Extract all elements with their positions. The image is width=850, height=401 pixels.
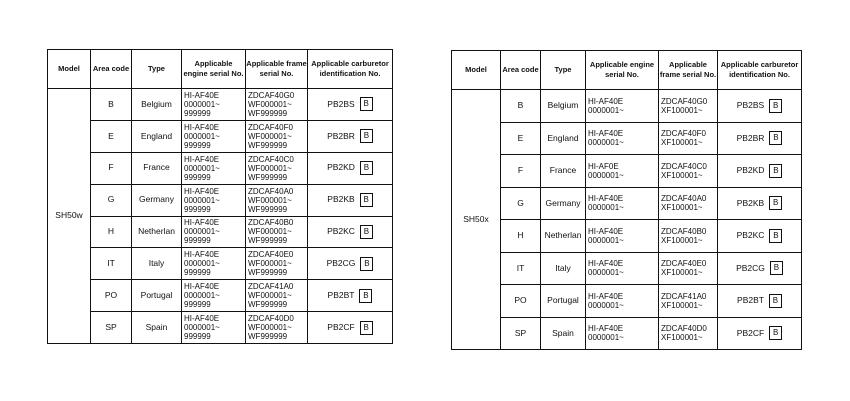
type-cell: Germany <box>132 184 182 216</box>
carb-id-cell <box>308 248 393 280</box>
carb-id-cell <box>308 120 393 152</box>
type-cell: Italy <box>132 248 182 280</box>
type-cell: Germany <box>541 187 586 220</box>
frame-serial-cell: ZDCAF40D0 XF100001~ <box>659 317 718 350</box>
type-cell: Italy <box>541 252 586 285</box>
engine-serial-cell: HI-AF40E 0000001~ <box>586 220 659 253</box>
table-sh50x <box>451 50 802 350</box>
engine-serial-cell: HI-AF40E 0000001~ <box>586 90 659 123</box>
carb-id-badge: B <box>769 326 782 340</box>
table-row <box>452 122 802 155</box>
engine-serial-cell: HI-AF40E 0000001~ <box>586 187 659 220</box>
carb-id-cell <box>308 152 393 184</box>
carb-id-badge: B <box>769 99 782 113</box>
table-row <box>452 252 802 285</box>
engine-serial-cell: HI-AF40E 0000001~ <box>586 252 659 285</box>
engine-serial-cell: HI-AF40E 0000001~ 999999 <box>182 280 246 312</box>
carb-id-cell <box>718 220 802 253</box>
header-model: Model <box>48 50 91 89</box>
carb-id-code: PB2CF <box>736 327 765 338</box>
table-row <box>452 220 802 253</box>
type-cell: Belgium <box>132 89 182 121</box>
area-code-cell: G <box>91 184 132 216</box>
engine-serial-cell: HI-AF40E 0000001~ <box>586 285 659 318</box>
area-code-cell: SP <box>501 317 541 350</box>
table-row <box>48 280 393 312</box>
carb-id-cell <box>718 285 802 318</box>
type-cell: France <box>541 155 586 188</box>
header-carb-id: Applicable carburetor identification No. <box>718 51 802 90</box>
engine-serial-cell: HI-AF0E 0000001~ <box>586 155 659 188</box>
carb-id-code: PB2KC <box>327 226 355 237</box>
frame-serial-cell: ZDCAF40G0 XF100001~ <box>659 90 718 123</box>
carb-id-cell <box>308 312 393 344</box>
table-row <box>452 317 802 350</box>
carb-id-cell <box>718 252 802 285</box>
table-row <box>452 187 802 220</box>
carb-id-code: PB2BR <box>327 130 355 141</box>
engine-serial-cell: HI-AF40E 0000001~ <box>586 317 659 350</box>
area-code-cell: B <box>501 90 541 123</box>
carb-id-badge: B <box>769 294 782 308</box>
area-code-cell: IT <box>91 248 132 280</box>
frame-serial-cell: ZDCAF40A0 XF100001~ <box>659 187 718 220</box>
type-cell: Netherlan <box>541 220 586 253</box>
header-row <box>452 51 802 90</box>
carb-id-cell <box>718 317 802 350</box>
carb-id-cell <box>718 122 802 155</box>
frame-serial-cell: ZDCAF40F0 WF000001~ WF999999 <box>246 120 308 152</box>
header-engine-serial: Applicable engine serial No. <box>586 51 659 90</box>
type-cell: Netherlan <box>132 216 182 248</box>
frame-serial-cell: ZDCAF41A0 XF100001~ <box>659 285 718 318</box>
engine-serial-cell: HI-AF40E 0000001~ 999999 <box>182 120 246 152</box>
carb-id-badge: B <box>360 321 373 335</box>
carb-id-code: PB2BS <box>327 98 355 109</box>
frame-serial-cell: ZDCAF40E0 WF000001~ WF999999 <box>246 248 308 280</box>
header-engine-serial: Applicable engine serial No. <box>182 50 246 89</box>
carb-id-badge: B <box>770 261 783 275</box>
frame-serial-cell: ZDCAF40C0 XF100001~ <box>659 155 718 188</box>
frame-serial-cell: ZDCAF40C0 WF000001~ WF999999 <box>246 152 308 184</box>
table-row <box>48 248 393 280</box>
carb-id-cell <box>308 89 393 121</box>
area-code-cell: B <box>91 89 132 121</box>
engine-serial-cell: HI-AF40E 0000001~ 999999 <box>182 89 246 121</box>
header-type: Type <box>541 51 586 90</box>
carb-id-code: PB2BT <box>327 289 355 300</box>
header-model: Model <box>452 51 501 90</box>
area-code-cell: H <box>501 220 541 253</box>
table-row <box>48 184 393 216</box>
carb-id-cell <box>718 155 802 188</box>
carb-id-badge: B <box>769 164 782 178</box>
table-row <box>48 120 393 152</box>
engine-serial-cell: HI-AF40E 0000001~ 999999 <box>182 152 246 184</box>
carb-id-badge: B <box>360 97 373 111</box>
carb-id-badge: B <box>769 229 782 243</box>
type-cell: England <box>541 122 586 155</box>
carb-id-badge: B <box>360 129 373 143</box>
type-cell: Belgium <box>541 90 586 123</box>
frame-serial-cell: ZDCAF40D0 WF000001~ WF999999 <box>246 312 308 344</box>
carb-id-code: PB2KB <box>327 194 355 205</box>
carb-id-code: PB2BT <box>737 295 764 305</box>
header-row <box>48 50 393 89</box>
carb-id-code: PB2KB <box>736 197 765 208</box>
type-cell: Portugal <box>132 280 182 312</box>
area-code-cell: SP <box>91 312 132 344</box>
header-area-code: Area code <box>501 51 541 90</box>
carb-id-cell <box>718 90 802 123</box>
area-code-cell: H <box>91 216 132 248</box>
type-cell: Spain <box>541 317 586 350</box>
header-frame-serial: Applicable frame serial No. <box>246 50 308 89</box>
table-body <box>48 89 393 344</box>
header-type: Type <box>132 50 182 89</box>
table-row <box>452 285 802 318</box>
carb-id-code: PB2CF <box>327 321 355 332</box>
carb-id-code: PB2KD <box>736 165 765 175</box>
engine-serial-cell: HI-AF40E 0000001~ 999999 <box>182 216 246 248</box>
area-code-cell: G <box>501 187 541 220</box>
type-cell: England <box>132 120 182 152</box>
header-frame-serial: Applicable frame serial No. <box>659 51 718 90</box>
area-code-cell: E <box>501 122 541 155</box>
area-code-cell: F <box>501 155 541 188</box>
carb-id-badge: B <box>769 196 782 210</box>
carb-id-badge: B <box>360 257 373 271</box>
carb-id-cell <box>718 187 802 220</box>
header-carb-id: Applicable carburetor identification No. <box>308 50 393 89</box>
table-sh50w <box>47 49 393 344</box>
frame-serial-cell: ZDCAF40A0 WF000001~ WF999999 <box>246 184 308 216</box>
area-code-cell: E <box>91 120 132 152</box>
frame-serial-cell: ZDCAF40G0 WF000001~ WF999999 <box>246 89 308 121</box>
carb-id-code: PB2BR <box>736 132 765 143</box>
carb-id-code: PB2CG <box>736 262 765 273</box>
engine-serial-cell: HI-AF40E 0000001~ <box>586 122 659 155</box>
table-row <box>48 216 393 248</box>
frame-serial-cell: ZDCAF40E0 XF100001~ <box>659 252 718 285</box>
carb-id-code: PB2KC <box>736 230 765 240</box>
carb-id-cell <box>308 216 393 248</box>
carb-id-code: PB2BS <box>736 100 765 110</box>
carb-id-code: PB2KD <box>327 162 355 173</box>
model-cell: SH50w <box>48 89 91 344</box>
table-body <box>452 90 802 350</box>
carb-id-cell <box>308 280 393 312</box>
type-cell: Spain <box>132 312 182 344</box>
frame-serial-cell: ZDCAF40B0 WF000001~ WF999999 <box>246 216 308 248</box>
area-code-cell: F <box>91 152 132 184</box>
type-cell: Portugal <box>541 285 586 318</box>
area-code-cell: PO <box>91 280 132 312</box>
table-row <box>48 312 393 344</box>
table-row <box>48 89 393 121</box>
carb-id-badge: B <box>769 131 782 145</box>
header-area-code: Area code <box>91 50 132 89</box>
table-row <box>452 155 802 188</box>
frame-serial-cell: ZDCAF40F0 XF100001~ <box>659 122 718 155</box>
frame-serial-cell: ZDCAF41A0 WF000001~ WF999999 <box>246 280 308 312</box>
area-code-cell: PO <box>501 285 541 318</box>
model-cell: SH50x <box>452 90 501 350</box>
carb-id-badge: B <box>360 225 373 239</box>
carb-id-badge: B <box>360 161 373 175</box>
engine-serial-cell: HI-AF40E 0000001~ 999999 <box>182 184 246 216</box>
carb-id-code: PB2CG <box>326 258 356 269</box>
engine-serial-cell: HI-AF40E 0000001~ 999999 <box>182 312 246 344</box>
type-cell: France <box>132 152 182 184</box>
table-row <box>48 152 393 184</box>
frame-serial-cell: ZDCAF40B0 XF100001~ <box>659 220 718 253</box>
carb-id-badge: B <box>359 289 372 303</box>
carb-id-badge: B <box>360 193 373 207</box>
area-code-cell: IT <box>501 252 541 285</box>
engine-serial-cell: HI-AF40E 0000001~ 999999 <box>182 248 246 280</box>
carb-id-cell <box>308 184 393 216</box>
table-row <box>452 90 802 123</box>
